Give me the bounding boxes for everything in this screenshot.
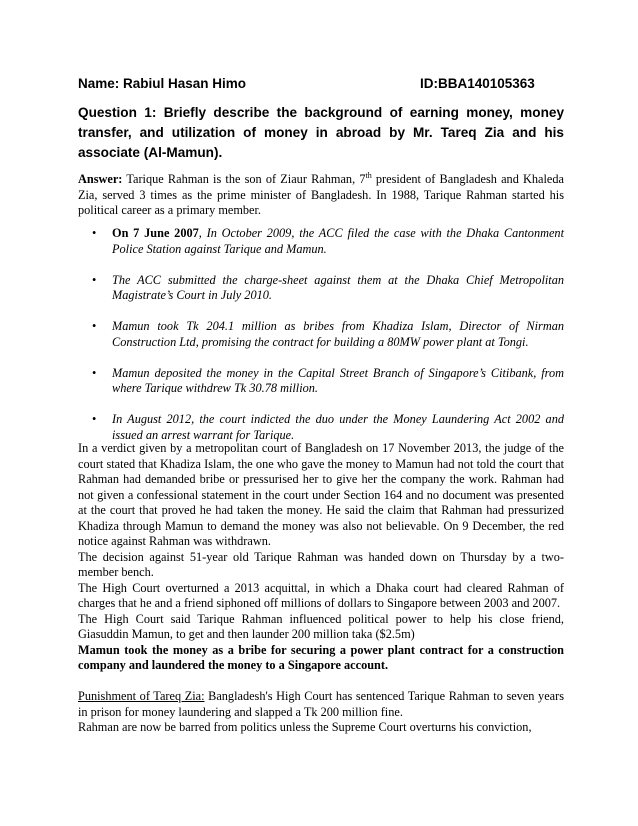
bullet-text: Mamun took Tk 204.1 million as bribes from Khadiza Islam, Director of Nirman Construction Ltd, promising the contract for building a 80MW power plant at Tongi. (112, 319, 564, 349)
barred-paragraph: Rahman are now be barred from politics unless the Supreme Court overturns his conviction, (78, 720, 532, 734)
punishment-text: Bangladesh's High Court has sentenced Tarique Rahman to seven years in prison for money laundering and slapped a Tk 200 million fine. (78, 689, 564, 719)
bullet-dot: • (92, 226, 97, 240)
student-name: Name: Rabiul Hasan Himo (78, 76, 247, 91)
bullet-dot: • (92, 412, 97, 426)
bullet-dot: • (92, 272, 97, 287)
bribe-paragraph: Mamun took the money as a bribe for securing a power plant contract for a construction company and laundered the money to a Singapore account. (78, 642, 564, 672)
answer-paragraph (78, 168, 564, 219)
answer-text-1: Tarique Rahman is the son of Ziaur Rahman, 7 (122, 172, 366, 187)
bullet-item (78, 366, 564, 397)
decision-paragraph: The decision against 51-year old Tarique Rahman was handed down on Thursday by a two-member bench. (78, 549, 564, 579)
header-line (78, 76, 564, 94)
bullet-item (78, 412, 564, 443)
bullet-item (78, 226, 564, 257)
body-text (78, 441, 564, 736)
answer-text-2: president of Bangladesh and Khaleda Zia, served 3 times as the prime minister of Bangladesh. In 1988, Tarique Rahman started his political career as a primary member. (78, 172, 564, 218)
influence-paragraph: The High Court said Tarique Rahman influenced political power to help his close friend, Giasuddin Mamun, to get and then launder 200 million taka ($2.5m) (78, 611, 564, 641)
answer-label: Answer: (78, 172, 123, 187)
question-heading: Question 1: Briefly describe the background of earning money, money transfer, and utilization of money in abroad by Mr. Tareq Zia and his associate (Al-Mamun). (78, 105, 564, 160)
punishment-paragraph (78, 689, 564, 720)
bullet-bold: On 7 June 2007 (112, 226, 199, 240)
bullet-text: Mamun deposited the money in the Capital Street Branch of Singapore’s Citibank, from where Tarique withdrew Tk 30.78 million. (112, 365, 564, 395)
bullet-text: In August 2012, the court indicted the duo under the Money Laundering Act 2002 and issued an arrest warrant for Tarique. (112, 412, 564, 442)
answer-superscript: th (365, 171, 372, 180)
punishment-label: Punishment of Tareq Zia: (78, 689, 205, 703)
bullet-dot: • (92, 319, 97, 333)
bullet-item (78, 273, 564, 304)
student-id: ID:BBA140105363 (420, 76, 535, 91)
bullet-item (78, 319, 564, 350)
bullet-dot: • (92, 365, 97, 380)
bullet-list (78, 226, 564, 459)
acquittal-paragraph: The High Court overturned a 2013 acquittal, in which a Dhaka court had cleared Rahman of charges that he and a friend siphoned off millions of dollars to Singapore between 2003 and 2007. (78, 580, 564, 610)
bullet-text: The ACC submitted the charge-sheet against them at the Dhaka Chief Metropolitan Magistrate’s Court in July 2010. (112, 272, 564, 302)
verdict-paragraph: In a verdict given by a metropolitan court of Bangladesh on 17 November 2013, the judge of the court stated that Khadiza Islam, the one who gave the money to Mamun had not told the court that Rahman had demanded bribe or pressurised her to give her the company the work. Rahman had not given a confessional statement in the court under Section 164 and no document was presented at the court that proved he had taken the money. He said the claim that Rahman had pressurized Khadiza through Mamun to demand the money was also not believable. On 9 December, the red notice against Rahman was withdrawn. (78, 441, 564, 548)
bullet-text: , In October 2009, the ACC filed the case with the Dhaka Cantonment Police Station against Tarique and Mamun. (112, 226, 564, 256)
